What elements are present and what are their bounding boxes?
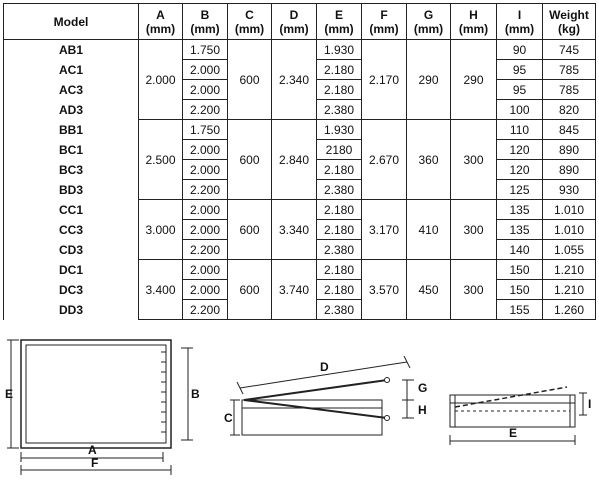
cell-d: 2.340 [272, 40, 317, 120]
cell-i: 120 [497, 160, 543, 180]
cell-weight: 1.210 [543, 280, 596, 300]
cell-h: 290 [451, 40, 497, 120]
cell-b: 2.200 [183, 180, 228, 200]
cell-weight: 745 [543, 40, 596, 60]
header-cell [451, 4, 497, 40]
cell-h: 300 [451, 260, 497, 320]
cell-i: 95 [497, 80, 543, 100]
model-cell: BC1 [4, 140, 139, 160]
dim-b-label: B [191, 387, 200, 401]
cell-c: 600 [228, 200, 272, 260]
cell-b: 2.000 [183, 140, 228, 160]
header-cell [228, 4, 272, 40]
plate-inner-outline [26, 345, 166, 443]
cell-f: 3.570 [362, 260, 407, 320]
cell-e: 1.930 [317, 40, 362, 60]
dim-g-label: G [418, 381, 428, 395]
header-name: F [380, 7, 388, 22]
header-cell [362, 4, 407, 40]
cell-b: 1.750 [183, 40, 228, 60]
table-row [4, 120, 596, 140]
header-unit: (mm) [279, 21, 309, 36]
header-name: C [245, 7, 254, 22]
cell-weight: 1.055 [543, 240, 596, 260]
cell-weight: 1.010 [543, 220, 596, 240]
cell-weight: 930 [543, 180, 596, 200]
cell-b: 2.200 [183, 240, 228, 260]
header-unit: (mm) [413, 21, 444, 36]
header-cell [543, 4, 596, 40]
cell-e: 2.380 [317, 180, 362, 200]
deck-lowered-line [244, 400, 387, 418]
table-row [4, 200, 596, 220]
cell-weight: 1.260 [543, 300, 596, 320]
model-cell: DC3 [4, 280, 139, 300]
header-name: G [423, 7, 434, 22]
cell-a: 2.500 [139, 120, 183, 200]
header-cell [407, 4, 451, 40]
cell-i: 95 [497, 60, 543, 80]
cell-i: 120 [497, 140, 543, 160]
cell-e: 2.180 [317, 60, 362, 80]
cell-b: 2.000 [183, 80, 228, 100]
dim-d-label: D [320, 360, 329, 374]
cell-weight: 890 [543, 140, 596, 160]
cell-e: 2.180 [317, 200, 362, 220]
header-name: D [289, 7, 299, 22]
top-view-diagram [3, 330, 203, 500]
model-cell: AB1 [4, 40, 139, 60]
cell-weight: 1.210 [543, 260, 596, 280]
cell-b: 2.000 [183, 200, 228, 220]
lip-hinge-marks [161, 352, 166, 432]
header-unit: (mm) [145, 21, 176, 36]
model-cell: BD3 [4, 180, 139, 200]
model-cell: BC3 [4, 160, 139, 180]
cell-i: 100 [497, 100, 543, 120]
dim-a-label: A [88, 443, 97, 457]
dimensions-table [3, 3, 596, 320]
header-cell [139, 4, 183, 40]
cell-weight: 1.010 [543, 200, 596, 220]
header-name: I [517, 7, 522, 22]
end-view-diagram [445, 375, 595, 460]
header-unit: (mm) [504, 21, 535, 36]
model-cell: CC1 [4, 200, 139, 220]
cell-e: 2.180 [317, 280, 362, 300]
cell-b: 2.000 [183, 220, 228, 240]
side-view-diagram [222, 340, 437, 450]
cell-h: 300 [451, 200, 497, 260]
header-name: Model [53, 14, 89, 29]
dim-e-label: E [5, 387, 14, 401]
cell-i: 150 [497, 260, 543, 280]
deck-raised-line [244, 380, 387, 400]
cell-i: 110 [497, 120, 543, 140]
pit-outline [242, 400, 382, 435]
cell-i: 150 [497, 280, 543, 300]
model-cell: DC1 [4, 260, 139, 280]
cell-b: 2.200 [183, 100, 228, 120]
header-name: B [200, 7, 210, 22]
cell-e: 2.180 [317, 260, 362, 280]
cell-e: 1.930 [317, 120, 362, 140]
header-name: Weight [549, 7, 589, 22]
header-cell [272, 4, 317, 40]
cell-e: 2.380 [317, 300, 362, 320]
cell-c: 600 [228, 120, 272, 200]
model-cell: BB1 [4, 120, 139, 140]
cell-a: 2.000 [139, 40, 183, 120]
cell-b: 2.000 [183, 160, 228, 180]
header-name: A [156, 7, 165, 22]
cell-i: 155 [497, 300, 543, 320]
cell-f: 2.170 [362, 40, 407, 120]
dim-i-label: I [588, 397, 592, 411]
cell-e: 2.380 [317, 100, 362, 120]
cell-b: 2.000 [183, 60, 228, 80]
header-unit: (mm) [458, 21, 489, 36]
table-row [4, 260, 596, 280]
cell-b: 2.000 [183, 260, 228, 280]
plate-outline [21, 340, 171, 448]
model-cell: CC3 [4, 220, 139, 240]
cell-e: 2180 [317, 140, 362, 160]
cell-c: 600 [228, 260, 272, 320]
dim-c-label: C [224, 411, 233, 425]
cell-e: 2.180 [317, 220, 362, 240]
cell-i: 90 [497, 40, 543, 60]
cell-b: 1.750 [183, 120, 228, 140]
cell-weight: 820 [543, 100, 596, 120]
header-cell [4, 4, 139, 40]
cell-weight: 845 [543, 120, 596, 140]
model-cell: CD3 [4, 240, 139, 260]
cell-h: 300 [451, 120, 497, 200]
dim-h-label: H [418, 403, 427, 417]
cell-i: 125 [497, 180, 543, 200]
cell-weight: 785 [543, 60, 596, 80]
table-row [4, 40, 596, 60]
cell-g: 410 [407, 200, 451, 260]
cell-f: 3.170 [362, 200, 407, 260]
cell-e: 2.380 [317, 240, 362, 260]
lip-slope-line [455, 387, 567, 407]
cell-a: 3.400 [139, 260, 183, 320]
header-row [4, 4, 596, 40]
cell-d: 3.740 [272, 260, 317, 320]
dim-f-label: F [91, 456, 99, 470]
cell-b: 2.200 [183, 300, 228, 320]
cell-a: 3.000 [139, 200, 183, 260]
header-name: E [334, 7, 343, 22]
cell-b: 2.000 [183, 280, 228, 300]
cell-e: 2.180 [317, 160, 362, 180]
model-cell: AC3 [4, 80, 139, 100]
cell-i: 135 [497, 220, 543, 240]
header-unit: (mm) [190, 21, 220, 36]
cell-i: 140 [497, 240, 543, 260]
cell-weight: 785 [543, 80, 596, 100]
cell-d: 3.340 [272, 200, 317, 260]
header-name: H [469, 7, 478, 22]
header-unit: (mm) [234, 21, 265, 36]
header-unit: (mm) [369, 21, 399, 36]
cell-c: 600 [228, 40, 272, 120]
cell-g: 450 [407, 260, 451, 320]
cell-d: 2.840 [272, 120, 317, 200]
header-unit: (mm) [324, 21, 354, 36]
cell-g: 360 [407, 120, 451, 200]
header-cell [497, 4, 543, 40]
model-cell: AC1 [4, 60, 139, 80]
header-cell [183, 4, 228, 40]
header-unit: (kg) [558, 21, 580, 36]
model-cell: DD3 [4, 300, 139, 320]
cell-i: 135 [497, 200, 543, 220]
cell-g: 290 [407, 40, 451, 120]
cell-e: 2.180 [317, 80, 362, 100]
cell-weight: 890 [543, 160, 596, 180]
header-cell [317, 4, 362, 40]
model-cell: AD3 [4, 100, 139, 120]
dim-e2-label: E [509, 426, 518, 440]
cell-f: 2.670 [362, 120, 407, 200]
